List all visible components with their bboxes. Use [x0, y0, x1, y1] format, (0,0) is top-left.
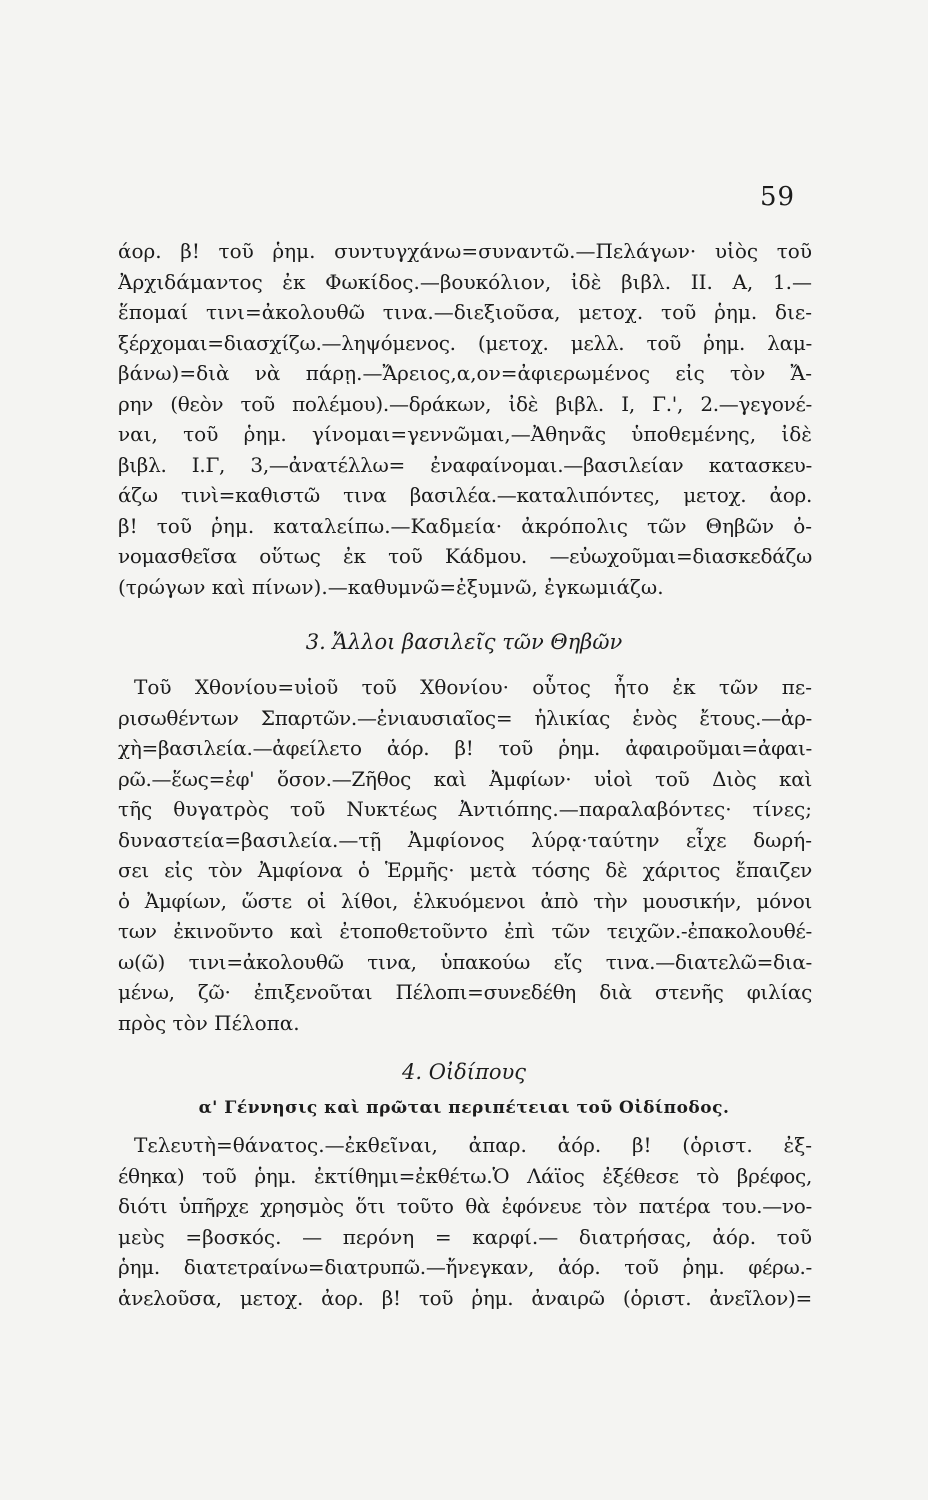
text-line: Τοῦ Χθονίου=υἱοῦ τοῦ Χθονίου· οὗτος ἦτο ἐκ τῶν πε-: [134, 675, 812, 699]
text-line: άορ. β! τοῦ ῥημ. συντυγχάνω=συναντῶ.—Πελάγων· υἱὸς τοῦ: [118, 239, 812, 263]
text-line: ῥημ. διατετραίνω=διατρυπῶ.—ἤνεγκαν, ἀόρ. τοῦ ῥημ. φέρω.-: [118, 1255, 812, 1279]
text-line: νομασθεῖσα οὕτως ἐκ τοῦ Κάδμου. —εὐωχοῦμαι=διασκεδάζω: [118, 544, 812, 568]
text-line: μεὺς =βοσκός. — περόνη = καρφί.— διατρήσας, ἀόρ. τοῦ: [118, 1224, 812, 1249]
page-number: 59: [760, 182, 796, 212]
text-line: βάνω)=διὰ νὰ πάρῃ.—Ἄρειος,α,ον=ἀφιερωμένος εἰς τὸν Ἄ-: [118, 361, 812, 385]
section-heading-4: 4. Οἰδίπους: [401, 1060, 526, 1084]
text-line: β! τοῦ ῥημ. καταλείπω.—Καδμεία· ἀκρόπολις τῶν Θηβῶν ὀ-: [118, 513, 812, 538]
text-line: τῆς θυγατρὸς τοῦ Νυκτέως Ἀντιόπης.—παραλαβόντες· τίνες;: [118, 797, 812, 821]
text-line: ω(ῶ) τινι=ἀκολουθῶ τινα, ὑπακούω εἴς τινα.—διατελῶ=δια-: [118, 949, 812, 974]
text-line: ρισωθέντων Σπαρτῶν.—ἐνιαυσιαῖος= ἡλικίας ἑνὸς ἔτους.—ἀρ-: [118, 705, 812, 730]
text-line: σει εἰς τὸν Ἀμφίονα ὁ Ἑρμῆς· μετὰ τόσης δὲ χάριτος ἔπαιζεν: [118, 858, 812, 882]
text-line: (τρώγων καὶ πίνων).—καθυμνῶ=ἐξυμνῶ, ἐγκωμιάζω.: [118, 574, 664, 599]
text-line: των ἐκινοῦντο καὶ ἐτοποθετοῦντο ἐπὶ τῶν τειχῶν.-ἐπακολουθέ-: [118, 919, 812, 943]
glossary-block-2: [118, 672, 812, 1038]
text-line: ξέρχομαι=διασχίζω.—ληψόμενος. (μετοχ. μελλ. τοῦ ῥημ. λαμ-: [118, 330, 812, 355]
text-line: ρην (θεὸν τοῦ πολέμου).—δράκων, ἰδὲ βιβλ. I, Γ.', 2.—γεγονέ-: [118, 391, 812, 416]
text-line: ἕπομαί τινι=ἀκολουθῶ τινα.—διεξιοῦσα, μετοχ. τοῦ ῥημ. διε-: [118, 300, 812, 324]
text-line: ἀνελοῦσα, μετοχ. ἀορ. β! τοῦ ῥημ. ἀναιρῶ (ὁριστ. ἀνεῖλον)=: [118, 1285, 812, 1310]
text-line: βιβλ. I.Γ, 3,—ἀνατέλλω= ἐναφαίνομαι.—βασιλείαν κατασκευ-: [118, 452, 812, 477]
text-line: χὴ=βασιλεία.—ἀφείλετο ἀόρ. β! τοῦ ῥημ. ἀφαιροῦμαι=ἀφαι-: [118, 736, 812, 760]
text-line: ὁ Ἀμφίων, ὥστε οἱ λίθοι, ἑλκυόμενοι ἀπὸ τὴν μουσικήν, μόνοι: [118, 888, 812, 913]
text-line: μένω, ζῶ· ἐπιξενοῦται Πέλοπι=συνεδέθη διὰ στενῆς φιλίας: [118, 980, 812, 1004]
text-line: ρῶ.—ἕως=ἐφ' ὅσον.—Ζῆθος καὶ Ἀμφίων· υἱοὶ τοῦ Διὸς καὶ: [118, 766, 812, 791]
text-line: διότι ὑπῆρχε χρησμὸς ὅτι τοῦτο θὰ ἐφόνευε τὸν πατέρα του.—νο-: [118, 1194, 812, 1218]
section-heading-3: 3. Ἄλλοι βασιλεῖς τῶν Θηβῶν: [305, 630, 623, 654]
glossary-block-3: [118, 1130, 812, 1313]
text-line: δυναστεία=βασιλεία.—τῇ Ἀμφίονος λύρᾳ·ταύτην εἶχε δωρή-: [118, 827, 812, 852]
text-line: πρὸς τὸν Πέλοπα.: [118, 1010, 300, 1035]
text-line: ναι, τοῦ ῥημ. γίνομαι=γεννῶμαι,—Ἀθηνᾶς ὑποθεμένης, ἰδὲ: [118, 422, 812, 446]
section-subheading: α' Γέννησις καὶ πρῶται περιπέτειαι τοῦ Οἰδίποδος.: [198, 1098, 730, 1118]
text-line: Τελευτὴ=θάνατος.—ἐκθεῖναι, ἀπαρ. ἀόρ. β! (ὁριστ. ἐξ-: [134, 1133, 812, 1157]
glossary-block-1: [118, 236, 812, 602]
text-line: άζω τινὶ=καθιστῶ τινα βασιλέα.—καταλιπόντες, μετοχ. ἀορ.: [118, 483, 812, 507]
text-line: Ἀρχιδάμαντος ἐκ Φωκίδος.—βουκόλιον, ἰδὲ βιβλ. II. A, 1.—: [118, 269, 812, 294]
text-line: έθηκα) τοῦ ῥημ. ἐκτίθημι=ἐκθέτω.Ὁ Λάϊος ἐξέθεσε τὸ βρέφος,: [118, 1163, 812, 1188]
